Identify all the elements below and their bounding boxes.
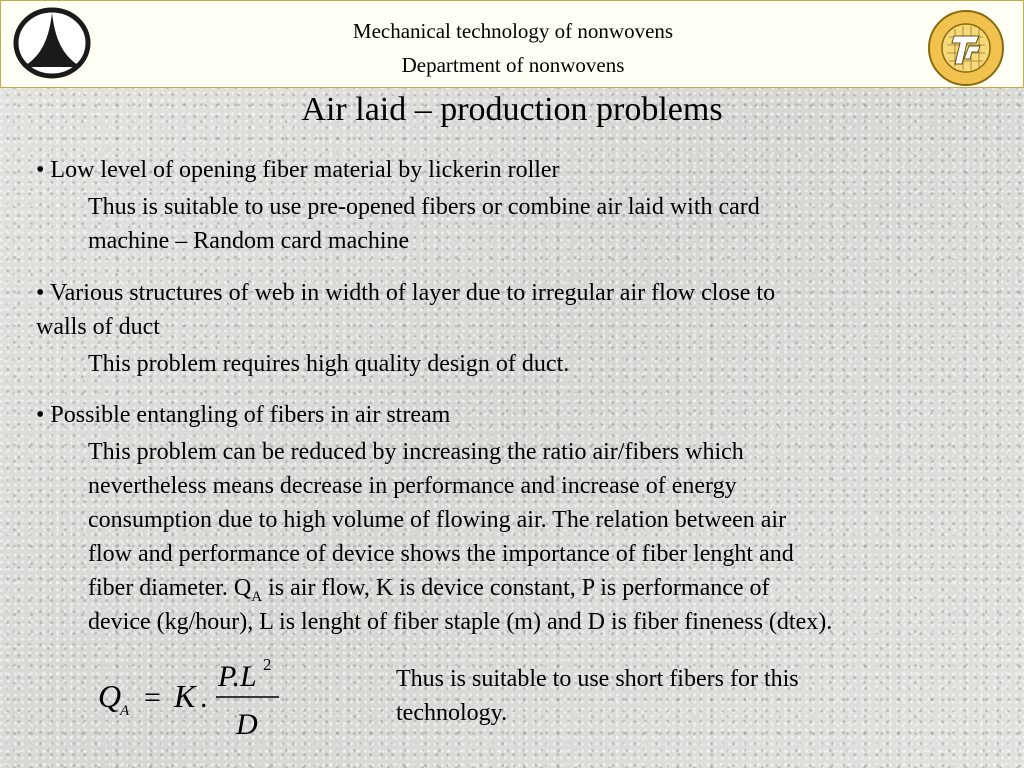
formula-k: K: [174, 678, 196, 714]
header-department: Department of nonwovens: [401, 53, 625, 77]
subscript-a: A: [251, 588, 263, 605]
bullet-point-3: • Possible entangling of fibers in air stream: [36, 402, 451, 428]
formula-exponent: 2: [263, 655, 272, 674]
detail-line: nevertheless means decrease in performance and increase of energy: [88, 473, 737, 499]
formula-dot: .: [200, 681, 208, 714]
detail-line: This problem can be reduced by increasing the ratio air/fibers which: [88, 439, 744, 465]
detail-text: is air flow, K is device constant, P is performance of: [262, 575, 770, 601]
detail-line: device (kg/hour), L is lenght of fiber staple (m) and D is fiber fineness (dtex).: [88, 609, 833, 635]
note-line: technology.: [396, 700, 508, 726]
airflow-formula: [96, 652, 296, 752]
bullet-point-2: • Various structures of web in width of layer due to irregular air flow close to: [36, 280, 776, 306]
bullet-point-1: • Low level of opening fiber material by lickerin roller: [36, 157, 560, 183]
conclusion-note: [396, 662, 916, 730]
formula-subscript: A: [120, 703, 130, 719]
slide-title: Air laid – production problems: [301, 91, 723, 128]
formula-q: Q: [98, 678, 122, 714]
formula-numerator: P.L: [218, 660, 257, 693]
formula-equals: =: [144, 681, 161, 714]
detail-line: flow and performance of device shows the importance of fiber lenght and: [88, 541, 794, 567]
slide-header: [0, 0, 1024, 88]
detail-text: fiber diameter. Q: [88, 575, 252, 601]
bullet-point-2-continued: walls of duct: [36, 314, 160, 340]
note-line: Thus is suitable to use short fibers for this: [396, 666, 799, 692]
header-course-title: Mechanical technology of nonwovens: [352, 19, 674, 43]
detail-line: machine – Random card machine: [88, 228, 410, 254]
detail-line: consumption due to high volume of flowing air. The relation between air: [88, 507, 787, 533]
detail-line: This problem requires high quality design of duct.: [88, 351, 570, 377]
formula-denominator: D: [236, 708, 258, 741]
detail-line: Thus is suitable to use pre-opened fibers or combine air laid with card: [88, 194, 760, 220]
